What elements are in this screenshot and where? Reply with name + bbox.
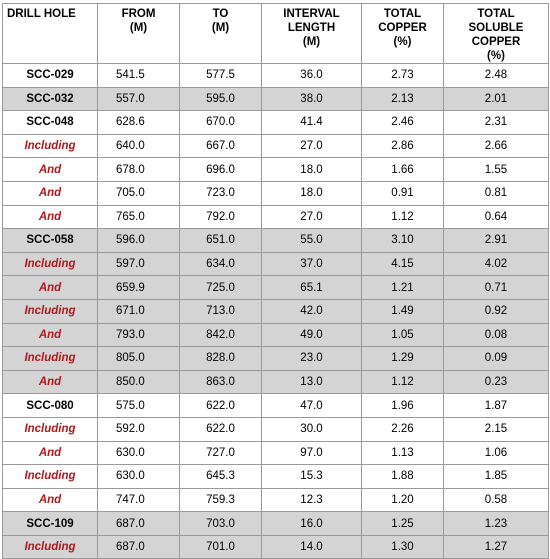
cell-total-soluble-copper: 2.66 [444,134,549,158]
cell-from: 596.0 [98,229,180,253]
header-to: TO (M) [180,4,262,64]
table-row [3,229,549,253]
cell-to: 651.0 [180,229,262,253]
cell-interval-length: 15.3 [262,465,362,489]
cell-interval-length: 38.0 [262,87,362,111]
cell-total-soluble-copper: 0.08 [444,323,549,347]
cell-total-copper: 1.29 [362,347,444,371]
cell-to: 622.0 [180,417,262,441]
table-body [3,64,549,559]
cell-total-copper: 1.20 [362,488,444,512]
cell-total-soluble-copper: 1.06 [444,441,549,465]
cell-to: 696.0 [180,158,262,182]
cell-total-copper: 1.88 [362,465,444,489]
cell-from: 705.0 [98,181,180,205]
cell-drill-hole: And [3,276,98,300]
cell-to: 667.0 [180,134,262,158]
cell-to: 703.0 [180,512,262,536]
cell-drill-hole: Including [3,465,98,489]
cell-from: 640.0 [98,134,180,158]
header-total-copper: TOTAL COPPER (%) [362,4,444,64]
cell-total-copper: 1.12 [362,205,444,229]
cell-total-copper: 2.13 [362,87,444,111]
cell-from: 687.0 [98,535,180,559]
cell-total-soluble-copper: 1.87 [444,394,549,418]
table-row [3,205,549,229]
cell-total-soluble-copper: 0.71 [444,276,549,300]
cell-total-soluble-copper: 0.09 [444,347,549,371]
cell-interval-length: 55.0 [262,229,362,253]
table-row [3,370,549,394]
table-header [3,4,549,64]
cell-interval-length: 36.0 [262,64,362,88]
cell-total-copper: 2.46 [362,111,444,135]
cell-to: 759.3 [180,488,262,512]
cell-drill-hole: And [3,323,98,347]
cell-total-soluble-copper: 2.48 [444,64,549,88]
cell-total-copper: 0.91 [362,181,444,205]
table-row [3,158,549,182]
cell-total-soluble-copper: 1.85 [444,465,549,489]
table-row [3,417,549,441]
header-drill-hole: DRILL HOLE [3,4,98,64]
cell-drill-hole: And [3,441,98,465]
cell-drill-hole: SCC-058 [3,229,98,253]
cell-to: 863.0 [180,370,262,394]
cell-to: 577.5 [180,64,262,88]
cell-drill-hole: Including [3,299,98,323]
cell-interval-length: 97.0 [262,441,362,465]
table-row [3,299,549,323]
table-row [3,87,549,111]
cell-from: 557.0 [98,87,180,111]
cell-drill-hole: Including [3,252,98,276]
cell-total-copper: 4.15 [362,252,444,276]
cell-interval-length: 18.0 [262,158,362,182]
cell-from: 678.0 [98,158,180,182]
cell-from: 630.0 [98,465,180,489]
cell-interval-length: 13.0 [262,370,362,394]
cell-interval-length: 30.0 [262,417,362,441]
cell-from: 541.5 [98,64,180,88]
cell-interval-length: 27.0 [262,134,362,158]
cell-total-copper: 1.25 [362,512,444,536]
cell-total-soluble-copper: 1.27 [444,535,549,559]
table-row [3,276,549,300]
cell-interval-length: 49.0 [262,323,362,347]
header-interval-length: INTERVAL LENGTH (M) [262,4,362,64]
cell-from: 805.0 [98,347,180,371]
cell-total-soluble-copper: 2.15 [444,417,549,441]
table-row [3,535,549,559]
cell-to: 723.0 [180,181,262,205]
cell-interval-length: 41.4 [262,111,362,135]
cell-total-copper: 2.73 [362,64,444,88]
table-row [3,347,549,371]
cell-interval-length: 37.0 [262,252,362,276]
table-row [3,512,549,536]
cell-total-copper: 1.96 [362,394,444,418]
cell-to: 842.0 [180,323,262,347]
cell-interval-length: 12.3 [262,488,362,512]
cell-total-soluble-copper: 0.92 [444,299,549,323]
header-total-soluble-copper: TOTAL SOLUBLE COPPER (%) [444,4,549,64]
cell-to: 792.0 [180,205,262,229]
cell-total-copper: 2.86 [362,134,444,158]
cell-interval-length: 65.1 [262,276,362,300]
cell-total-soluble-copper: 0.81 [444,181,549,205]
cell-drill-hole: Including [3,347,98,371]
cell-total-copper: 1.49 [362,299,444,323]
cell-total-soluble-copper: 2.91 [444,229,549,253]
cell-to: 701.0 [180,535,262,559]
cell-drill-hole: SCC-080 [3,394,98,418]
cell-from: 747.0 [98,488,180,512]
cell-to: 727.0 [180,441,262,465]
cell-from: 765.0 [98,205,180,229]
cell-interval-length: 47.0 [262,394,362,418]
table-row [3,64,549,88]
cell-drill-hole: Including [3,134,98,158]
table-row [3,441,549,465]
cell-total-soluble-copper: 2.01 [444,87,549,111]
cell-to: 725.0 [180,276,262,300]
cell-total-soluble-copper: 2.31 [444,111,549,135]
cell-interval-length: 16.0 [262,512,362,536]
cell-drill-hole: And [3,205,98,229]
cell-total-soluble-copper: 0.23 [444,370,549,394]
cell-from: 628.6 [98,111,180,135]
cell-from: 575.0 [98,394,180,418]
cell-from: 687.0 [98,512,180,536]
cell-total-copper: 1.13 [362,441,444,465]
cell-total-copper: 1.12 [362,370,444,394]
cell-drill-hole: SCC-029 [3,64,98,88]
table-row [3,488,549,512]
cell-from: 671.0 [98,299,180,323]
cell-drill-hole: SCC-032 [3,87,98,111]
cell-total-copper: 1.21 [362,276,444,300]
cell-total-copper: 1.05 [362,323,444,347]
cell-total-soluble-copper: 1.23 [444,512,549,536]
cell-total-soluble-copper: 0.64 [444,205,549,229]
cell-interval-length: 23.0 [262,347,362,371]
cell-to: 634.0 [180,252,262,276]
cell-drill-hole: And [3,158,98,182]
table-row [3,134,549,158]
cell-to: 828.0 [180,347,262,371]
cell-drill-hole: SCC-048 [3,111,98,135]
cell-drill-hole: And [3,488,98,512]
cell-interval-length: 42.0 [262,299,362,323]
header-row [3,4,549,64]
cell-drill-hole: SCC-109 [3,512,98,536]
cell-total-copper: 1.66 [362,158,444,182]
cell-to: 622.0 [180,394,262,418]
cell-total-soluble-copper: 4.02 [444,252,549,276]
drill-results-table [2,3,549,559]
cell-to: 670.0 [180,111,262,135]
cell-to: 713.0 [180,299,262,323]
cell-total-soluble-copper: 1.55 [444,158,549,182]
table-row [3,323,549,347]
cell-total-copper: 2.26 [362,417,444,441]
cell-from: 793.0 [98,323,180,347]
cell-total-soluble-copper: 0.58 [444,488,549,512]
cell-from: 597.0 [98,252,180,276]
table-row [3,252,549,276]
cell-from: 850.0 [98,370,180,394]
table-row [3,465,549,489]
header-from: FROM (M) [98,4,180,64]
cell-to: 595.0 [180,87,262,111]
cell-drill-hole: Including [3,417,98,441]
table-row [3,111,549,135]
cell-from: 659.9 [98,276,180,300]
cell-total-copper: 1.30 [362,535,444,559]
cell-interval-length: 14.0 [262,535,362,559]
cell-drill-hole: And [3,181,98,205]
cell-interval-length: 18.0 [262,181,362,205]
cell-interval-length: 27.0 [262,205,362,229]
cell-from: 630.0 [98,441,180,465]
cell-to: 645.3 [180,465,262,489]
cell-from: 592.0 [98,417,180,441]
table-row [3,394,549,418]
cell-drill-hole: And [3,370,98,394]
cell-drill-hole: Including [3,535,98,559]
table-row [3,181,549,205]
cell-total-copper: 3.10 [362,229,444,253]
